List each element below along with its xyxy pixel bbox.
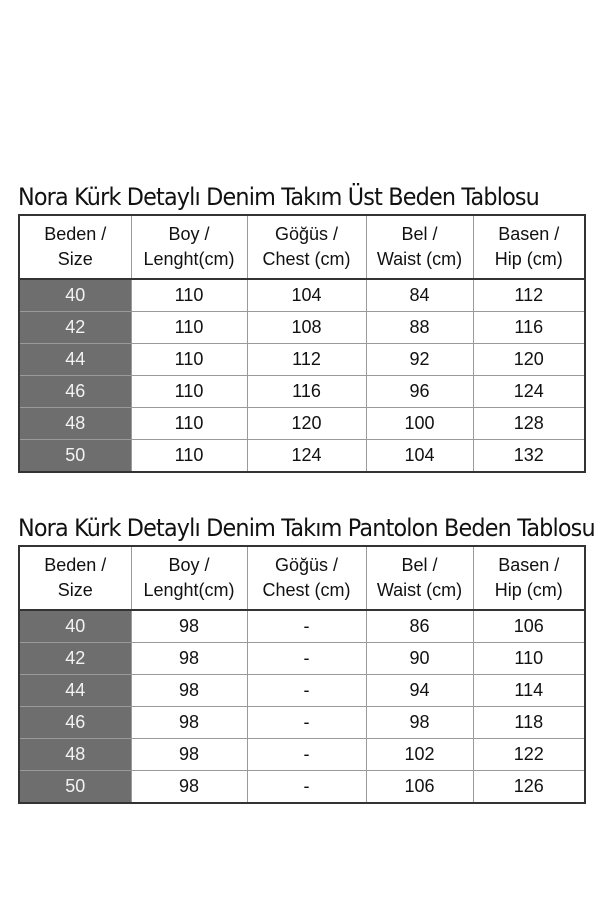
header-size-line: Beden / [44, 555, 107, 575]
header-size-line: Beden / [44, 224, 107, 244]
cell-hip: 126 [473, 771, 585, 804]
cell-chest: - [247, 610, 366, 643]
cell-hip: 118 [473, 707, 585, 739]
header-hip-line: Hip (cm) [494, 249, 563, 269]
cell-length: 98 [131, 771, 247, 804]
header-waist-line: Bel / [401, 224, 438, 244]
cell-waist: 88 [366, 312, 473, 344]
header-size-line: Size [57, 580, 93, 600]
table-row [19, 376, 585, 408]
cell-chest: - [247, 707, 366, 739]
cell-size: 40 [19, 279, 131, 312]
header-length [131, 215, 247, 279]
header-chest-line: Chest (cm) [262, 249, 351, 269]
cell-size: 44 [19, 344, 131, 376]
table-row [19, 610, 585, 643]
header-chest-line: Göğüs / [274, 555, 339, 575]
header-length [131, 546, 247, 610]
table-row [19, 312, 585, 344]
table-row [19, 279, 585, 312]
cell-size: 50 [19, 771, 131, 804]
cell-size: 42 [19, 643, 131, 675]
cell-length: 110 [131, 344, 247, 376]
header-chest [247, 546, 366, 610]
header-hip-line: Hip (cm) [494, 580, 563, 600]
table-row [19, 440, 585, 473]
table-row [19, 643, 585, 675]
cell-length: 110 [131, 440, 247, 473]
cell-chest: - [247, 643, 366, 675]
cell-hip: 114 [473, 675, 585, 707]
cell-length: 98 [131, 675, 247, 707]
cell-hip: 122 [473, 739, 585, 771]
cell-size: 40 [19, 610, 131, 643]
cell-length: 110 [131, 312, 247, 344]
cell-hip: 120 [473, 344, 585, 376]
header-waist-line: Waist (cm) [376, 249, 463, 269]
cell-size: 46 [19, 707, 131, 739]
cell-hip: 128 [473, 408, 585, 440]
header-size [19, 546, 131, 610]
cell-length: 110 [131, 376, 247, 408]
cell-chest: 104 [247, 279, 366, 312]
cell-size: 46 [19, 376, 131, 408]
header-row [19, 546, 585, 610]
cell-length: 98 [131, 707, 247, 739]
top-size-table [18, 214, 586, 473]
cell-chest: - [247, 771, 366, 804]
cell-waist: 90 [366, 643, 473, 675]
table-row [19, 344, 585, 376]
header-length-line: Boy / [168, 555, 210, 575]
cell-chest: 120 [247, 408, 366, 440]
cell-chest: - [247, 675, 366, 707]
bottom-size-table [18, 545, 586, 804]
cell-waist: 106 [366, 771, 473, 804]
cell-size: 50 [19, 440, 131, 473]
header-hip [473, 215, 585, 279]
cell-size: 44 [19, 675, 131, 707]
cell-chest: 124 [247, 440, 366, 473]
table-row [19, 707, 585, 739]
cell-hip: 116 [473, 312, 585, 344]
cell-waist: 84 [366, 279, 473, 312]
cell-waist: 98 [366, 707, 473, 739]
header-hip-line: Basen / [498, 224, 560, 244]
cell-length: 110 [131, 279, 247, 312]
cell-hip: 132 [473, 440, 585, 473]
header-hip-line: Basen / [498, 555, 560, 575]
table-row [19, 408, 585, 440]
cell-chest: - [247, 739, 366, 771]
header-waist [366, 546, 473, 610]
cell-waist: 94 [366, 675, 473, 707]
header-size-line: Size [57, 249, 93, 269]
cell-size: 48 [19, 408, 131, 440]
cell-length: 110 [131, 408, 247, 440]
header-hip [473, 546, 585, 610]
table-row [19, 739, 585, 771]
cell-chest: 116 [247, 376, 366, 408]
top-chart-title: Nora Kürk Detaylı Denim Takım Üst Beden Tablosu [18, 183, 539, 211]
cell-chest: 108 [247, 312, 366, 344]
cell-size: 48 [19, 739, 131, 771]
header-waist-line: Waist (cm) [376, 580, 463, 600]
cell-waist: 102 [366, 739, 473, 771]
cell-length: 98 [131, 643, 247, 675]
header-length-line: Lenght(cm) [143, 580, 235, 600]
cell-length: 98 [131, 610, 247, 643]
header-chest-line: Göğüs / [274, 224, 339, 244]
cell-chest: 112 [247, 344, 366, 376]
cell-hip: 124 [473, 376, 585, 408]
bottom-chart-title: Nora Kürk Detaylı Denim Takım Pantolon Beden Tablosu [18, 514, 595, 542]
cell-waist: 92 [366, 344, 473, 376]
header-size [19, 215, 131, 279]
cell-waist: 86 [366, 610, 473, 643]
table-row [19, 675, 585, 707]
top-size-chart [18, 180, 584, 473]
cell-size: 42 [19, 312, 131, 344]
header-length-line: Boy / [168, 224, 210, 244]
cell-hip: 112 [473, 279, 585, 312]
table-row [19, 771, 585, 804]
header-chest-line: Chest (cm) [262, 580, 351, 600]
header-length-line: Lenght(cm) [143, 249, 235, 269]
cell-waist: 104 [366, 440, 473, 473]
header-chest [247, 215, 366, 279]
header-row [19, 215, 585, 279]
cell-waist: 100 [366, 408, 473, 440]
bottom-size-chart [18, 511, 595, 804]
header-waist-line: Bel / [401, 555, 438, 575]
cell-length: 98 [131, 739, 247, 771]
cell-waist: 96 [366, 376, 473, 408]
cell-hip: 106 [473, 610, 585, 643]
cell-hip: 110 [473, 643, 585, 675]
header-waist [366, 215, 473, 279]
